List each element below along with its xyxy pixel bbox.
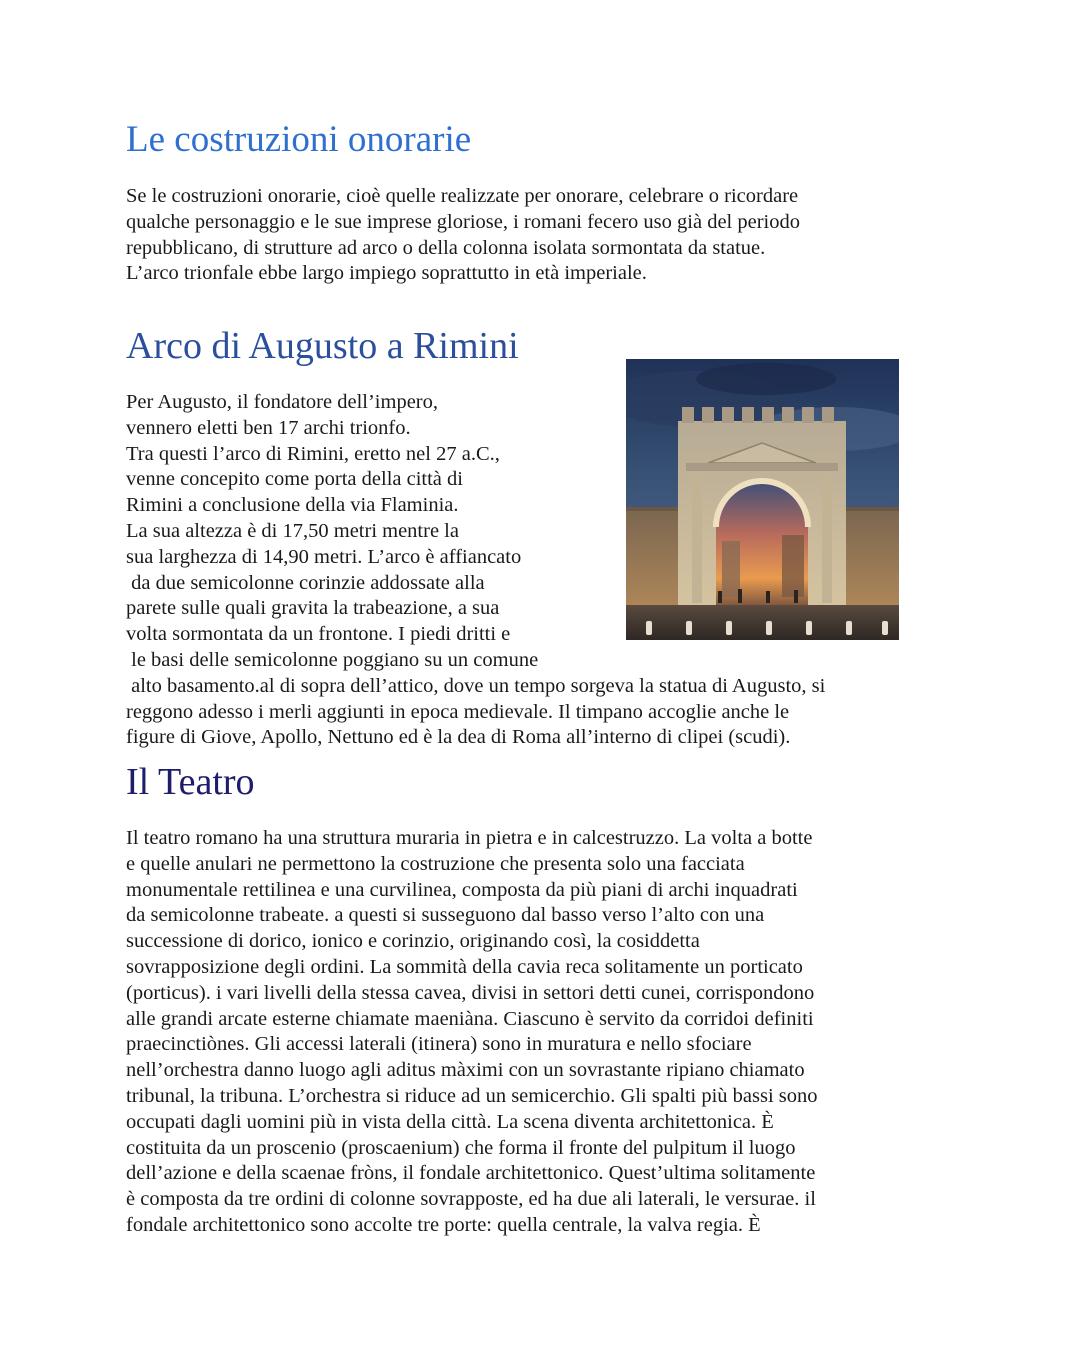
text-line: monumentale rettilinea e una curvilinea, composta da più piani di archi inquadrati	[126, 878, 798, 901]
text-line: alle grandi arcate esterne chiamate maeniàna. Ciascuno è servito da corridoi definiti	[126, 1007, 814, 1030]
text-line: Se le costruzioni onorarie, cioè quelle realizzate per onorare, celebrare o ricordare	[126, 185, 799, 207]
paragraph-costruzioni-onorarie	[126, 184, 800, 287]
text-line: e quelle anulari ne permettono la costruzione che presenta solo una facciata	[126, 852, 745, 875]
text-line: dell’azione e della scaenae fròns, il fondale architettonico. Quest’ultima solitamente	[126, 1162, 816, 1185]
heading-costruzioni-onorarie: Le costruzioni onorarie	[126, 119, 472, 160]
text-line: le basi delle semicolonne poggiano su un comune	[126, 648, 539, 671]
text-line: sovrapposizione degli ordini. La sommità della cavia reca solitamente un porticato	[126, 955, 803, 978]
text-line: La sua altezza è di 17,50 metri mentre la	[126, 519, 459, 542]
text-line: Tra questi l’arco di Rimini, eretto nel 27 a.C.,	[126, 442, 500, 465]
text-line: tribunal, la tribuna. L’orchestra si riduce ad un semicerchio. Gli spalti più bassi sono	[126, 1084, 818, 1107]
text-line: praecinctiònes. Gli accessi laterali (itinera) sono in muratura e nello sfociare	[126, 1033, 752, 1056]
text-line: L’arco trionfale ebbe largo impiego soprattutto in età imperiale.	[126, 262, 647, 285]
paragraph-arco-di-augusto	[126, 390, 825, 751]
text-line: da due semicolonne corinzie addossate alla	[126, 571, 485, 594]
text-line: successione di dorico, ionico e corinzio, originando così, la cosiddetta	[126, 930, 700, 953]
text-line: reggono adesso i merli aggiunti in epoca medievale. Il timpano accoglie anche le	[126, 700, 790, 723]
text-line: occupati dagli uomini più in vista della città. La scena diventa architettonica. È	[126, 1110, 774, 1133]
text-line: costituita da un proscenio (proscaenium) che forma il fronte del pulpitum il luogo	[126, 1136, 796, 1159]
text-line: Rimini a conclusione della via Flaminia.	[126, 494, 459, 517]
text-line: fondale architettonico sono accolte tre porte: quella centrale, la valva regia. È	[126, 1213, 761, 1236]
paragraph-il-teatro	[126, 826, 818, 1239]
text-line: volta sormontata da un frontone. I piedi dritti e	[126, 623, 511, 646]
text-line: parete sulle quali gravita la trabeazione, a sua	[126, 597, 500, 620]
heading-il-teatro: Il Teatro	[126, 761, 255, 803]
text-line: alto basamento.al di sopra dell’attico, dove un tempo sorgeva la statua di Augusto, si	[126, 674, 826, 697]
text-line: qualche personaggio e le sue imprese gloriose, i romani fecero uso già del periodo	[126, 210, 800, 233]
text-line: Il teatro romano ha una struttura muraria in pietra e in calcestruzzo. La volta a botte	[126, 827, 813, 849]
text-line: venne concepito come porta della città di	[126, 468, 463, 491]
text-line: Per Augusto, il fondatore dell’impero,	[126, 391, 438, 413]
heading-arco-di-augusto: Arco di Augusto a Rimini	[126, 325, 519, 367]
text-line: nell’orchestra danno luogo agli aditus màximi con un sovrastante ripiano chiamato	[126, 1059, 805, 1082]
text-line: (porticus). i vari livelli della stessa cavea, divisi in settori detti cunei, corrispondono	[126, 981, 815, 1004]
text-line: sua larghezza di 14,90 metri. L’arco è affiancato	[126, 545, 522, 568]
text-line: da semicolonne trabeate. a questi si susseguono dal basso verso l’alto con una	[126, 904, 765, 927]
text-line: figure di Giove, Apollo, Nettuno ed è la dea di Roma all’interno di clipei (scudi).	[126, 726, 791, 749]
text-line: repubblicano, di strutture ad arco o della colonna isolata sormontata da statue.	[126, 236, 766, 259]
text-line: vennero eletti ben 17 archi trionfo.	[126, 416, 411, 439]
text-line: è composta da tre ordini di colonne sovrapposte, ed ha due ali laterali, le versurae. il	[126, 1188, 816, 1211]
